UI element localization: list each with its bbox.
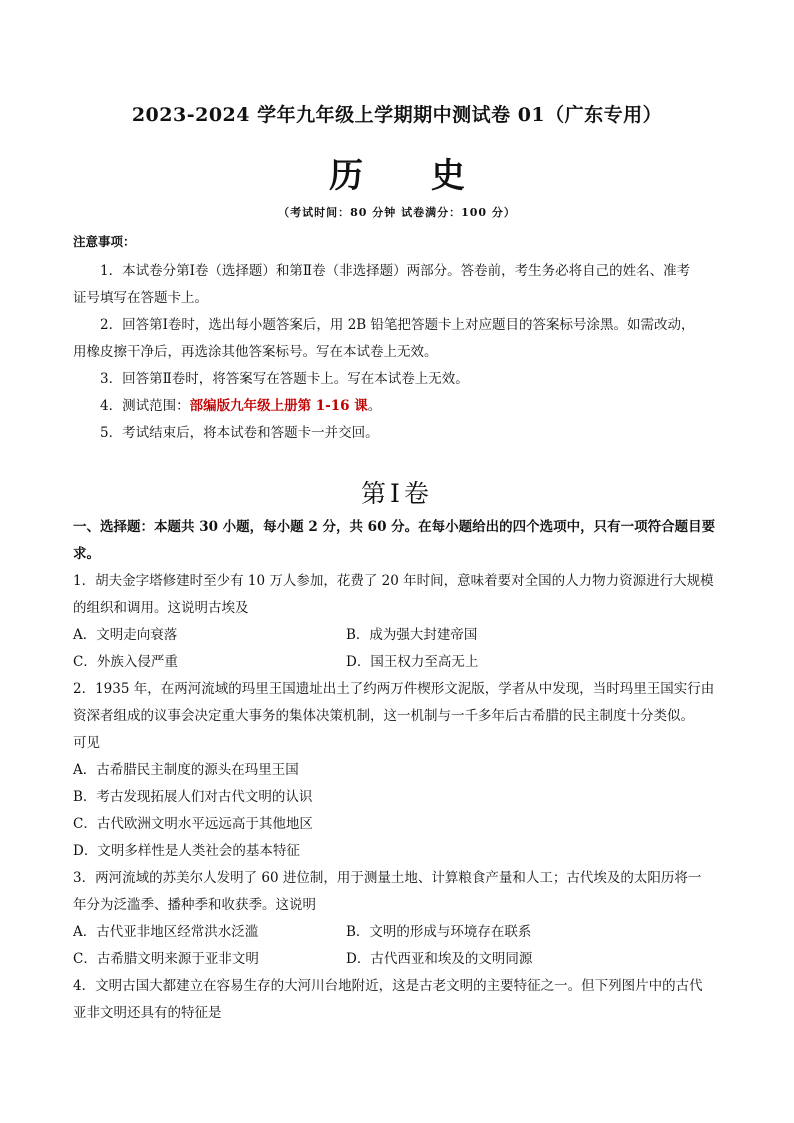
note-item-4: [100, 394, 381, 414]
question-3-option-c: C．古希腊文明来源于亚非文明: [73, 951, 259, 967]
note-item-1-line-1: 1．本试卷分第Ⅰ卷（选择题）和第Ⅱ卷（非选择题）两部分。答卷前，考生务必将自己的姓名、准考: [100, 263, 691, 279]
question-2-option-c: C．古代欧洲文明水平远远高于其他地区: [73, 816, 313, 832]
note-item-2-line-1: 2．回答第Ⅰ卷时，选出每小题答案后，用 2B 铅笔把答题卡上对应题目的答案标号涂黑。如需改动，: [100, 317, 695, 333]
question-1-option-d: D．国王权力至高无上: [346, 654, 479, 670]
exam-info: （考试时间：80 分钟 试卷满分：100 分）: [278, 206, 516, 219]
subject-heading: 历 史: [329, 156, 493, 196]
note-item-4-prefix: 4．测试范围：: [100, 398, 190, 414]
note-item-5: 5．考试结束后，将本试卷和答题卡一并交回。: [100, 425, 379, 441]
question-2-option-b: B．考古发现拓展人们对古代文明的认识: [73, 789, 313, 805]
question-4-line-2: 亚非文明还具有的特征是: [73, 1005, 222, 1021]
question-1-line-2: 的组织和调用。这说明古埃及: [73, 600, 249, 616]
question-4-line-1: 4．文明古国大都建立在容易生存的大河川台地附近，这是古老文明的主要特征之一。但下列图片中的古代: [73, 978, 703, 994]
notes-title: 注意事项：: [73, 234, 136, 249]
question-1-option-c: C．外族入侵严重: [73, 654, 178, 670]
test-range: 部编版九年级上册第 1-16 课: [189, 398, 368, 414]
question-2-line-2: 资深者组成的议事会决定重大事务的集体决策机制，这一机制与一千多年后古希腊的民主制度十分类似。: [73, 708, 694, 724]
section-instruction-line-2: 求。: [73, 546, 100, 562]
question-3-line-2: 年分为泛滥季、播种季和收获季。这说明: [73, 897, 316, 913]
note-item-4-suffix: 。: [367, 398, 382, 414]
note-item-1-line-2: 证号填写在答题卡上。: [73, 290, 208, 306]
section-title: 第Ⅰ卷: [361, 479, 433, 508]
question-3-option-a: A．古代亚非地区经常洪水泛滥: [73, 924, 259, 940]
question-1-option-b: B．成为强大封建帝国: [346, 627, 478, 643]
section-instruction-line-1: 一、选择题：本题共 30 小题，每小题 2 分，共 60 分。在每小题给出的四个选项中，只有一项符合题目要: [73, 519, 716, 535]
question-2-option-d: D．文明多样性是人类社会的基本特征: [73, 843, 300, 859]
question-2-line-3: 可见: [73, 735, 100, 751]
exam-title: 2023-2024 学年九年级上学期期中测试卷 01（广东专用）: [131, 104, 663, 126]
question-1-line-1: 1．胡夫金字塔修建时至少有 10 万人参加，花费了 20 年时间，意味着要对全国的人力物力资源进行大规模: [73, 573, 714, 589]
note-item-3: 3．回答第Ⅱ卷时，将答案写在答题卡上。写在本试卷上无效。: [100, 371, 469, 387]
question-2-option-a: A．古希腊民主制度的源头在玛里王国: [73, 762, 299, 778]
note-item-2-line-2: 用橡皮擦干净后，再选涂其他答案标号。写在本试卷上无效。: [73, 344, 438, 360]
question-1-option-a: A．文明走向衰落: [73, 627, 178, 643]
question-2-line-1: 2．1935 年，在两河流域的玛里王国遗址出土了约两万件楔形文泥版，学者从中发现，当时玛里王国实行由: [73, 681, 715, 697]
question-3-option-b: B．文明的形成与环境存在联系: [346, 924, 532, 940]
question-3-option-d: D．古代西亚和埃及的文明同源: [346, 951, 533, 967]
question-3-line-1: 3．两河流域的苏美尔人发明了 60 进位制，用于测量土地、计算粮食产量和人工；古代埃及的太阳历将一: [73, 870, 702, 886]
